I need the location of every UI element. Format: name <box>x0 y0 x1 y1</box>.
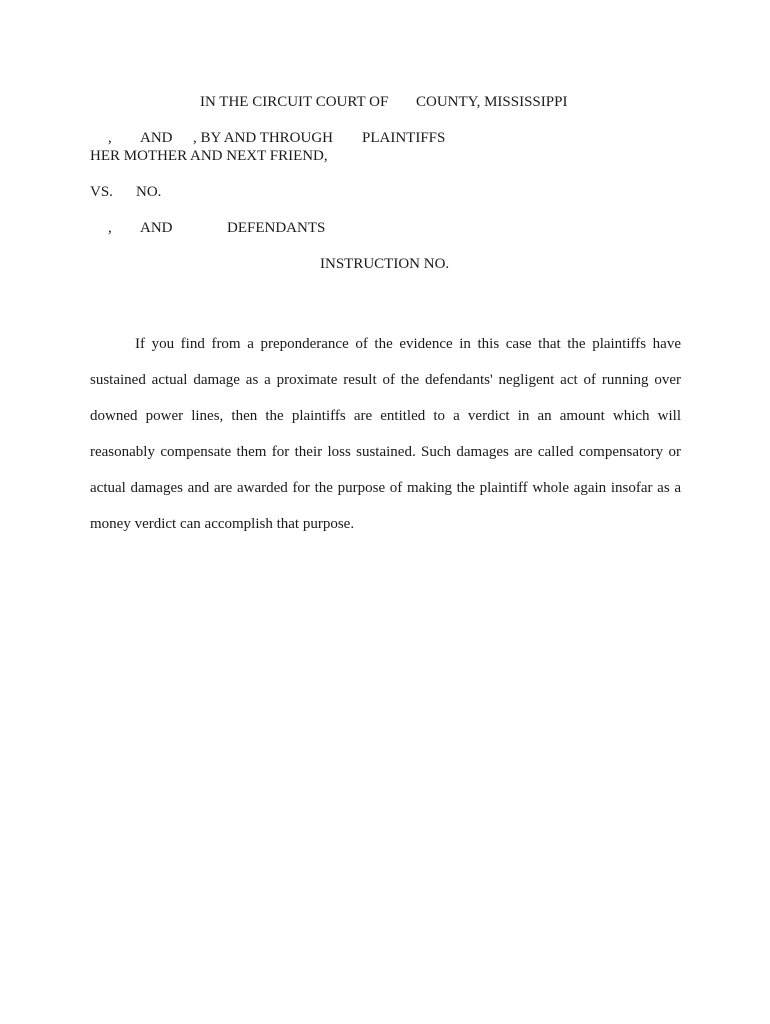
court-heading-suffix: COUNTY, MISSISSIPPI <box>416 94 568 110</box>
plaintiff-name-comma: , <box>108 130 112 146</box>
defendant-name-comma: , <box>108 220 112 236</box>
plaintiff-by-and-through: , BY AND THROUGH <box>193 130 334 146</box>
versus-label: VS. <box>90 184 113 200</box>
court-heading-prefix: IN THE CIRCUIT COURT OF <box>200 94 389 110</box>
plaintiff-and: AND <box>140 130 173 146</box>
defendants-label: DEFENDANTS <box>227 220 326 236</box>
plaintiffs-label: PLAINTIFFS <box>362 130 446 146</box>
plaintiff-next-friend-line: HER MOTHER AND NEXT FRIEND, <box>90 148 328 164</box>
case-number-label: NO. <box>136 184 162 200</box>
instruction-body <box>90 326 681 542</box>
instruction-paragraph: If you find from a preponderance of the evidence in this case that the plaintiffs have sustained actual damage as a proximate result of the defendants' negligent act of running over downed power lines, then the plaintiffs are entitled to a verdict in an amount which will reasonably compensate them for their loss sustained. Such damages are called compensatory or actual damages and are awarded for the purpose of making the plaintiff whole again insofar as a money verdict can accomplish that purpose. <box>90 336 681 532</box>
instruction-title: INSTRUCTION NO. <box>320 256 450 272</box>
defendant-and: AND <box>140 220 173 236</box>
